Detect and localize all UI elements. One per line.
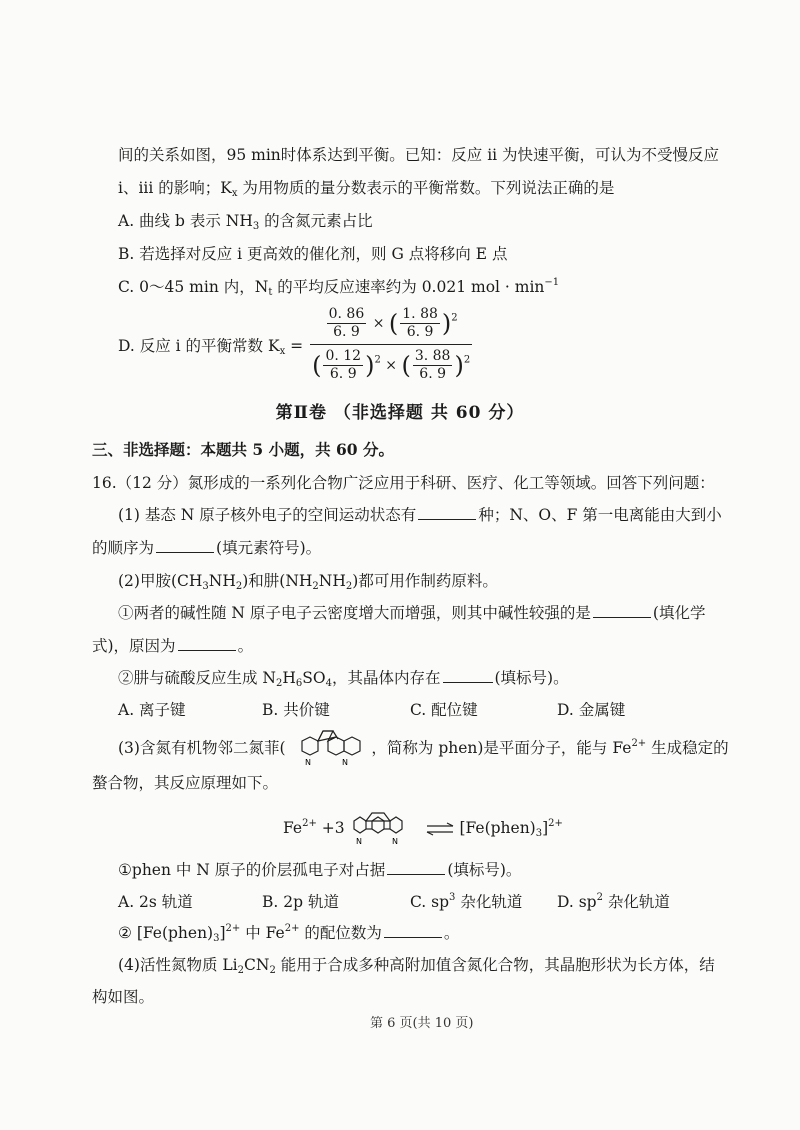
page-footer: 第 6 页(共 10 页) [370,1016,474,1031]
q16-part4: (4)活性氮物质 $Li_2CN_2$ 能用于合成多种高附加值含氮化合物，其晶胞形状为长方体，结 [118,956,715,976]
bond-option-d: D. 金属键 [557,701,626,719]
q16-part2: (2)甲胺$(CH_3NH_2)$和肼$(NH_2NH_2)$都可用作制药原料。 [118,572,498,592]
equilibrium-arrow-icon [425,822,455,836]
q15-option-d: D. 反应 i 的平衡常数 $K_x$ = $\frac{0. 86}{6. 9}$ × ( $\frac{1. 88}{6. 9}$ )$^2$ ( $\frac{0. 12}{6. 9}$ )$^2$ × ( $\frac{3. 88}{6. 9}$ )$^2$ [118,306,471,382]
orbital-option-c: C. $sp^3$ 杂化轨道 [410,892,523,911]
answer-blank [418,505,476,520]
part3-heading: 三、非选择题：本题共 5 小题，共 60 分。 [92,440,394,459]
answer-blank [593,603,651,618]
q15-option-a: A. 曲线 b 表示 $NH_3$ 的含氮元素占比 [118,212,373,232]
orbital-option-a: A. 2s 轨道 [118,893,193,911]
q16-part1: (1) 基态 N 原子核外电子的空间运动状态有 种；N、O、F 第一电离能由大到小 [118,506,722,524]
svg-text:N: N [342,758,349,767]
answer-blank [178,636,236,651]
answer-blank [387,860,445,875]
answer-blank [156,538,214,553]
q16-part3-q2: ② $[Fe(phen)_3]^{2+}$ 中 $Fe^{2+}$ 的配位数为 。 [118,923,460,944]
q15-option-c: C. 0～45 min 内，$N_t$ 的平均反应速率约为 0.021 mol · $\min^{-1}$ [118,277,560,298]
q16-part3-cont: 螯合物，其反应原理如下。 [92,774,279,792]
q16-part2-q2: ②肼与硫酸反应生成 $N_2H_6SO_4$，其晶体内存在 (填标号)。 [118,669,569,689]
bond-option-b: B. 共价键 [262,701,330,719]
q15-line1: 间的关系如图，95 min时体系达到平衡。已知：反应 ii 为快速平衡，可认为不受慢反应 [118,146,720,164]
orbital-option-b: B. 2p 轨道 [262,893,339,911]
phenanthroline-structure-icon [290,727,366,771]
q15-option-b: B. 若选择对反应 i 更高效的催化剂，则 G 点将移向 E 点 [118,245,508,263]
q16-part2-q1: ①两者的碱性随 N 原子电子云密度增大而增强，则其中碱性较强的是 (填化学 [118,604,706,622]
svg-text:N: N [391,837,398,846]
svg-text:N: N [355,837,362,846]
q16-part3: (3)含氮有机物邻二氮菲( N N ，简称为 phen)是平面分子，能与 $Fe^{2+}$ 生成稳定的 [118,727,729,771]
q16-intro: 16.（12 分）氮形成的一系列化合物广泛应用于科研、医疗、化工等领域。回答下列问题： [92,474,715,492]
answer-blank [384,923,442,938]
orbital-option-d: D. $sp^2$ 杂化轨道 [557,892,670,911]
q16-part4-cont: 构如图。 [92,988,155,1006]
answer-blank [443,668,493,683]
section-title: 第Ⅱ卷 （非选择题 共 60 分） [275,403,525,423]
phenanthroline-structure-icon [350,809,420,849]
q16-part3-q1: ①phen 中 N 原子的价层孤电子对占据 (填标号)。 [118,861,522,879]
reaction-equation: $Fe^{2+} +3$ N N $[Fe(phen)_3]^{2+}$ [283,809,563,849]
q15-line2: i、iii 的影响；$K_x$ 为用物质的量分数表示的平衡常数。下列说法正确的是 [118,179,615,199]
bond-option-a: A. 离子键 [118,701,186,719]
q16-part2-q1-cont: 式)，原因为 。 [92,637,254,655]
svg-text:N: N [305,758,312,767]
kx-fraction: $\frac{0. 86}{6. 9}$ × ( $\frac{1. 88}{6. 9}$ )$^2$ ( $\frac{0. 12}{6. 9}$ )$^2$ × ( $\frac{3. 88}{6. 9}$ )$^2$ [312,306,471,382]
q16-part1-cont: 的顺序为 (填元素符号)。 [92,539,322,557]
bond-option-c: C. 配位键 [410,701,478,719]
